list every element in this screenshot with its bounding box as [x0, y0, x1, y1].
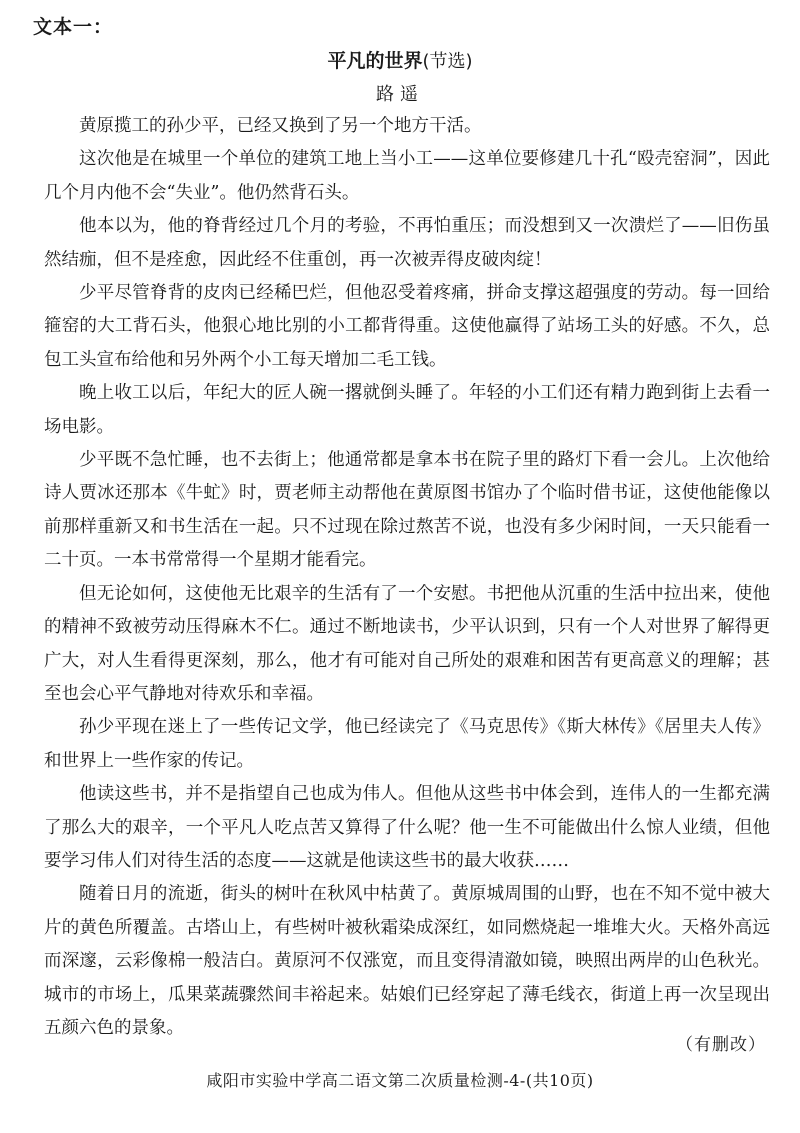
paragraph: 孙少平现在迷上了一些传记文学，他已经读完了《马克思传》《斯大林传》《居里夫人传》和世界上一些作家的传记。: [44, 717, 770, 771]
paragraph: 少平尽管脊背的皮肉已经稀巴烂，但他忍受着疼痛，拼命支撑这超强度的劳动。每一回给箍窑的大工背石头，他狠心地比别的小工都背得重。这使他赢得了站场工头的好感。不久，总包工头宣布给他和另外两个小工每天增加二毛工钱。: [44, 283, 770, 370]
page-footer: 咸阳市实验中学高二语文第二次质量检测-4-(共10页): [206, 1071, 594, 1090]
paragraph: 这次他是在城里一个单位的建筑工地上当小工——这单位要修建几十孔“殴壳窑洞”，因此几个月内他不会“失业”。他仍然背石头。: [44, 149, 770, 203]
article-body: [44, 110, 770, 1045]
title-sub: (节选): [422, 51, 473, 72]
paragraph: 他读这些书，并不是指望自己也成为伟人。但他从这些书中体会到，连伟人的一生都充满了那么大的艰辛，一个平凡人吃点苦又算得了什么呢？他一生不可能做出什么惊人业绩，但他要学习伟人们对待生活的态度——这就是他读这些书的最大收获……: [44, 784, 770, 871]
paragraph: 黄原揽工的孙少平，已经又换到了另一个地方干活。: [79, 116, 482, 136]
edit-note: （有删改）: [676, 1035, 766, 1055]
paragraph: 但无论如何，这使他无比艰辛的生活有了一个安慰。书把他从沉重的生活中拉出来，使他的精神不致被劳动压得麻木不仁。通过不断地读书，少平认识到，只有一个人对世界了解得更广大，对人生看得更深刻，那么，他才有可能对自己所处的艰难和困苦有更高意义的理解；甚至也会心平气静地对待欢乐和幸福。: [44, 583, 770, 704]
article-title: [0, 46, 800, 73]
author-name: 路遥: [376, 84, 424, 105]
paragraph: 他本以为，他的脊背经过几个月的考验，不再怕重压；而没想到又一次溃烂了——旧伤虽然结痂，但不是痊愈，因此经不住重创，再一次被弄得皮破肉绽！: [44, 216, 770, 270]
paragraph: 晚上收工以后，年纪大的匠人碗一撂就倒头睡了。年轻的小工们还有精力跑到街上去看一场电影。: [44, 383, 770, 437]
paragraph: 随着日月的流逝，街头的树叶在秋风中枯黄了。黄原城周围的山野，也在不知不觉中被大片的黄色所覆盖。古塔山上，有些树叶被秋霜染成深红，如同燃烧起一堆堆大火。天格外高远而深邃，云彩像棉一般洁白。黄原河不仅涨宽，而且变得清澈如镜，映照出两岸的山色秋光。城市的市场上，瓜果菜蔬骤然间丰裕起来。姑娘们已经穿起了薄毛线衣，街道上再一次呈现出五颜六色的景象。: [44, 884, 770, 1038]
title-main: 平凡的世界: [327, 50, 423, 72]
paragraph: 少平既不急忙睡，也不去街上；他通常都是拿本书在院子里的路灯下看一会儿。上次他给诗人贾冰还那本《牛虻》时，贾老师主动帮他在黄原图书馆办了个临时借书证，这使他能像以前那样重新又和书生活在一起。只不过现在除过熬苦不说，也没有多少闲时间，一天只能看一二十页。一本书常常得一个星期才能看完。: [44, 450, 770, 571]
section-label: 文本一：: [33, 16, 114, 38]
